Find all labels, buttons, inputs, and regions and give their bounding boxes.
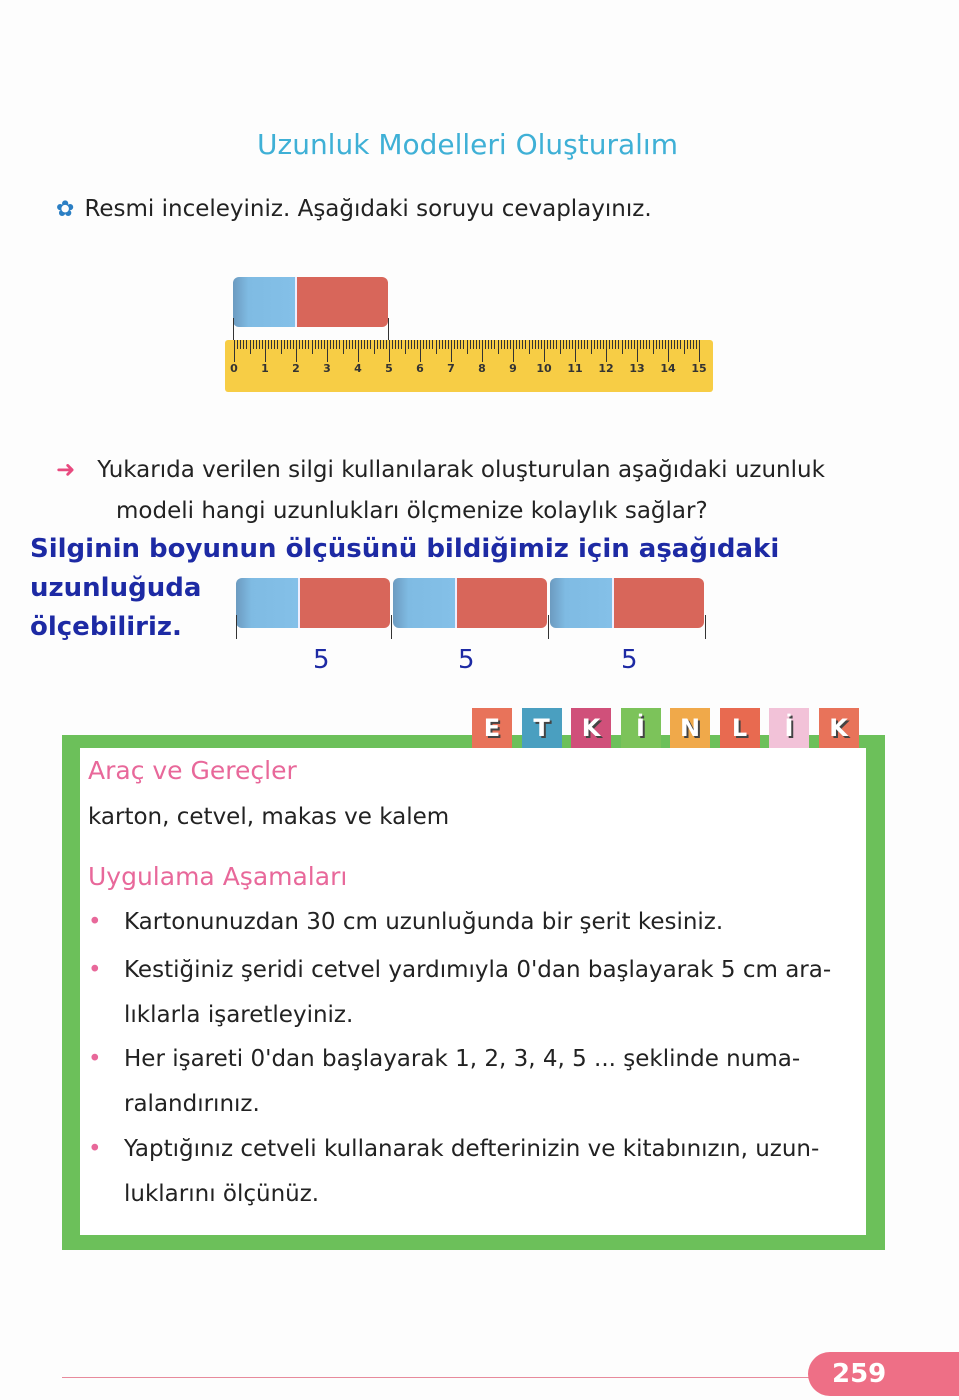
ruler-tick bbox=[352, 340, 353, 349]
ruler-tick bbox=[287, 340, 288, 349]
flower-icon: ✿ bbox=[56, 197, 75, 222]
ruler-label: 5 bbox=[385, 362, 393, 375]
ruler-label: 11 bbox=[567, 362, 583, 375]
ruler-tick bbox=[566, 340, 567, 349]
ruler-tick bbox=[401, 340, 402, 349]
ruler-label: 13 bbox=[629, 362, 645, 375]
ruler-tick bbox=[563, 340, 564, 349]
ruler-tick bbox=[259, 340, 260, 349]
ruler-tick bbox=[439, 340, 440, 349]
ruler-tick bbox=[634, 340, 635, 349]
ruler-tick bbox=[507, 340, 508, 349]
ruler-tick bbox=[491, 340, 492, 349]
ruler-tick bbox=[628, 340, 629, 349]
eraser-image bbox=[550, 578, 704, 628]
ruler-tick bbox=[532, 340, 533, 349]
ruler-tick bbox=[510, 340, 511, 349]
ruler-tick bbox=[522, 340, 523, 349]
ruler-tick bbox=[470, 340, 471, 349]
ruler-tick bbox=[265, 340, 266, 362]
ruler-tick bbox=[246, 340, 247, 349]
ruler-label: 4 bbox=[354, 362, 362, 375]
ruler-tick bbox=[662, 340, 663, 349]
ruler-tick bbox=[346, 340, 347, 349]
ruler-tick bbox=[256, 340, 257, 349]
ruler-tick bbox=[420, 340, 421, 362]
ruler-tick bbox=[643, 340, 644, 349]
ruler-tick bbox=[501, 340, 502, 349]
ruler-tick bbox=[395, 340, 396, 349]
ruler-tick bbox=[448, 340, 449, 349]
ruler-tick bbox=[237, 340, 238, 349]
answer-line: ölçebiliriz. bbox=[30, 612, 182, 642]
ruler-tick bbox=[584, 340, 585, 349]
ruler-tick bbox=[485, 340, 486, 349]
ruler-tick bbox=[377, 340, 378, 349]
ruler-tick bbox=[383, 340, 384, 349]
ruler-tick bbox=[284, 340, 285, 349]
ruler-tick bbox=[454, 340, 455, 349]
ruler-tick bbox=[321, 340, 322, 349]
step-item: • Kestiğiniz şeridi cetvel yardımıyla 0'dan başlayarak 5 cm ara-lıklarla işaretleyiniz. bbox=[88, 948, 858, 1038]
ruler-tick bbox=[361, 340, 362, 349]
steps-heading: Uygulama Aşamaları bbox=[88, 862, 348, 891]
ruler-tick bbox=[687, 340, 688, 349]
ruler-tick bbox=[268, 340, 269, 349]
ruler-tick bbox=[305, 340, 306, 349]
ruler-tick bbox=[690, 340, 691, 349]
step-text: Her işareti 0'dan başlayarak 1, 2, 3, 4, 5 ... şeklinde numa-ralandırınız. bbox=[124, 1046, 801, 1117]
ruler-tick bbox=[358, 340, 359, 362]
banner-letter-tile: İ bbox=[769, 708, 809, 748]
ruler bbox=[225, 340, 713, 392]
segment-label: 5 bbox=[458, 645, 475, 675]
ruler-tick bbox=[649, 340, 650, 349]
ruler-tick bbox=[606, 340, 607, 362]
ruler-tick bbox=[504, 340, 505, 349]
ruler-tick bbox=[336, 340, 337, 349]
ruler-tick bbox=[405, 340, 406, 354]
ruler-tick bbox=[625, 340, 626, 349]
step-text: Yaptığınız cetveli kullanarak defterinizin ve kitabınızın, uzun-luklarını ölçünüz. bbox=[124, 1136, 820, 1207]
ruler-tick bbox=[315, 340, 316, 349]
ruler-tick bbox=[327, 340, 328, 362]
ruler-tick bbox=[659, 340, 660, 349]
ruler-tick bbox=[637, 340, 638, 362]
ruler-tick bbox=[668, 340, 669, 362]
ruler-tick bbox=[429, 340, 430, 349]
ruler-tick bbox=[671, 340, 672, 349]
banner-letter-tile: L bbox=[720, 708, 760, 748]
ruler-tick bbox=[463, 340, 464, 349]
ruler-tick bbox=[318, 340, 319, 349]
banner-letter-tile: İ bbox=[621, 708, 661, 748]
ruler-tick bbox=[594, 340, 595, 349]
ruler-tick bbox=[296, 340, 297, 362]
ruler-tick bbox=[550, 340, 551, 349]
ruler-tick bbox=[693, 340, 694, 349]
eraser-image bbox=[393, 578, 547, 628]
ruler-tick bbox=[253, 340, 254, 349]
question bbox=[56, 450, 896, 532]
ruler-tick bbox=[234, 340, 235, 362]
ruler-tick bbox=[547, 340, 548, 349]
ruler-label: 15 bbox=[691, 362, 707, 375]
ruler-tick bbox=[250, 340, 251, 354]
ruler-tick bbox=[389, 340, 390, 362]
ruler-tick bbox=[277, 340, 278, 349]
ruler-tick bbox=[339, 340, 340, 349]
ruler-tick bbox=[374, 340, 375, 354]
ruler-tick bbox=[603, 340, 604, 349]
ruler-tick bbox=[426, 340, 427, 349]
ruler-tick bbox=[525, 340, 526, 349]
ruler-label: 6 bbox=[416, 362, 424, 375]
ruler-tick bbox=[240, 340, 241, 349]
ruler-tick bbox=[432, 340, 433, 349]
banner-letter-tile: T bbox=[522, 708, 562, 748]
ruler-tick bbox=[386, 340, 387, 349]
ruler-tick bbox=[680, 340, 681, 349]
ruler-tick bbox=[618, 340, 619, 349]
ruler-tick bbox=[699, 340, 700, 362]
step-item: • Kartonunuzdan 30 cm uzunluğunda bir şerit kesiniz. bbox=[88, 900, 858, 945]
tools-heading: Araç ve Gereçler bbox=[88, 756, 297, 785]
ruler-tick bbox=[333, 340, 334, 349]
ruler-label: 12 bbox=[598, 362, 614, 375]
ruler-tick bbox=[587, 340, 588, 349]
measure-line bbox=[391, 615, 392, 639]
banner-letter-tile: K bbox=[571, 708, 611, 748]
ruler-tick bbox=[367, 340, 368, 349]
ruler-tick bbox=[398, 340, 399, 349]
ruler-tick bbox=[696, 340, 697, 349]
ruler-label: 0 bbox=[230, 362, 238, 375]
ruler-tick bbox=[312, 340, 313, 354]
ruler-tick bbox=[600, 340, 601, 349]
ruler-tick bbox=[541, 340, 542, 349]
step-text: Kartonunuzdan 30 cm uzunluğunda bir şerit kesiniz. bbox=[124, 909, 724, 935]
ruler-tick bbox=[436, 340, 437, 354]
ruler-tick bbox=[243, 340, 244, 349]
ruler-tick bbox=[612, 340, 613, 349]
tools-list: karton, cetvel, makas ve kalem bbox=[88, 804, 450, 830]
ruler-tick bbox=[535, 340, 536, 349]
ruler-tick bbox=[476, 340, 477, 349]
ruler-label: 10 bbox=[536, 362, 552, 375]
ruler-tick bbox=[324, 340, 325, 349]
ruler-tick bbox=[408, 340, 409, 349]
ruler-tick bbox=[349, 340, 350, 349]
ruler-tick bbox=[281, 340, 282, 354]
ruler-tick bbox=[519, 340, 520, 349]
ruler-tick bbox=[677, 340, 678, 349]
ruler-tick bbox=[665, 340, 666, 349]
ruler-tick bbox=[538, 340, 539, 349]
step-item: • Yaptığınız cetveli kullanarak defterinizin ve kitabınızın, uzun-luklarını ölçünüz. bbox=[88, 1127, 858, 1217]
ruler-tick bbox=[653, 340, 654, 354]
ruler-tick bbox=[271, 340, 272, 349]
ruler-tick bbox=[417, 340, 418, 349]
ruler-label: 9 bbox=[509, 362, 517, 375]
ruler-tick bbox=[411, 340, 412, 349]
question-line: modeli hangi uzunlukları ölçmenize kolaylık sağlar? bbox=[116, 498, 708, 524]
ruler-tick bbox=[274, 340, 275, 349]
ruler-tick bbox=[544, 340, 545, 362]
ruler-tick bbox=[293, 340, 294, 349]
banner-letter-tile: N bbox=[670, 708, 710, 748]
ruler-tick bbox=[457, 340, 458, 349]
ruler-tick bbox=[578, 340, 579, 349]
measure-line bbox=[236, 615, 237, 639]
ruler-tick bbox=[553, 340, 554, 349]
ruler-tick bbox=[572, 340, 573, 349]
segment-label: 5 bbox=[621, 645, 638, 675]
eraser-image bbox=[236, 578, 390, 628]
ruler-tick bbox=[414, 340, 415, 349]
ruler-tick bbox=[631, 340, 632, 349]
ruler-tick bbox=[646, 340, 647, 349]
answer-line: Silginin boyunun ölçüsünü bildiğimiz için aşağıdaki uzunluğuda bbox=[30, 534, 780, 603]
ruler-tick bbox=[640, 340, 641, 349]
ruler-tick bbox=[479, 340, 480, 349]
ruler-label: 2 bbox=[292, 362, 300, 375]
step-item: • Her işareti 0'dan başlayarak 1, 2, 3, 4, 5 ... şeklinde numa-ralandırınız. bbox=[88, 1037, 858, 1127]
ruler-tick bbox=[622, 340, 623, 354]
ruler-tick bbox=[299, 340, 300, 349]
ruler-tick bbox=[488, 340, 489, 349]
ruler-tick bbox=[364, 340, 365, 349]
ruler-tick bbox=[482, 340, 483, 362]
ruler-tick bbox=[355, 340, 356, 349]
ruler-tick bbox=[262, 340, 263, 349]
ruler-tick bbox=[330, 340, 331, 349]
step-text: Kestiğiniz şeridi cetvel yardımıyla 0'dan başlayarak 5 cm ara-lıklarla işaretleyiniz. bbox=[124, 957, 832, 1028]
ruler-tick bbox=[684, 340, 685, 354]
ruler-tick bbox=[513, 340, 514, 362]
ruler-label: 1 bbox=[261, 362, 269, 375]
footer-line bbox=[62, 1377, 822, 1378]
ruler-tick bbox=[380, 340, 381, 349]
banner-letter-tile: E bbox=[472, 708, 512, 748]
ruler-tick bbox=[343, 340, 344, 354]
segment-label: 5 bbox=[313, 645, 330, 675]
measure-line bbox=[548, 615, 549, 639]
ruler-tick bbox=[473, 340, 474, 349]
instruction bbox=[56, 196, 652, 222]
ruler-tick bbox=[290, 340, 291, 349]
ruler-tick bbox=[556, 340, 557, 349]
ruler-tick bbox=[451, 340, 452, 362]
ruler-tick bbox=[591, 340, 592, 354]
ruler-tick bbox=[442, 340, 443, 349]
ruler-tick bbox=[460, 340, 461, 349]
ruler-tick bbox=[569, 340, 570, 349]
ruler-tick bbox=[656, 340, 657, 349]
ruler-tick bbox=[674, 340, 675, 349]
ruler-tick bbox=[560, 340, 561, 354]
ruler-label: 7 bbox=[447, 362, 455, 375]
ruler-tick bbox=[494, 340, 495, 349]
ruler-tick bbox=[581, 340, 582, 349]
page-number: 259 bbox=[808, 1352, 959, 1396]
ruler-tick bbox=[467, 340, 468, 354]
ruler-tick bbox=[516, 340, 517, 349]
ruler-label: 3 bbox=[323, 362, 331, 375]
ruler-tick bbox=[423, 340, 424, 349]
ruler-tick bbox=[609, 340, 610, 349]
ruler-tick bbox=[302, 340, 303, 349]
arrow-icon: ➜ bbox=[56, 457, 76, 483]
ruler-label: 8 bbox=[478, 362, 486, 375]
ruler-tick bbox=[308, 340, 309, 349]
ruler-tick bbox=[597, 340, 598, 349]
measure-line bbox=[705, 615, 706, 639]
question-line: Yukarıda verilen silgi kullanılarak oluşturulan aşağıdaki uzunluk bbox=[97, 457, 825, 483]
ruler-tick bbox=[498, 340, 499, 354]
ruler-tick bbox=[529, 340, 530, 354]
ruler-tick bbox=[575, 340, 576, 362]
banner-letter-tile: K bbox=[819, 708, 859, 748]
ruler-tick bbox=[615, 340, 616, 349]
instruction-text: Resmi inceleyiniz. Aşağıdaki soruyu cevaplayınız. bbox=[84, 196, 652, 222]
ruler-tick bbox=[370, 340, 371, 349]
ruler-tick bbox=[445, 340, 446, 349]
ruler-label: 14 bbox=[660, 362, 676, 375]
ruler-tick bbox=[392, 340, 393, 349]
page-title: Uzunluk Modelleri Oluşturalım bbox=[257, 128, 678, 161]
eraser-image bbox=[233, 277, 388, 327]
